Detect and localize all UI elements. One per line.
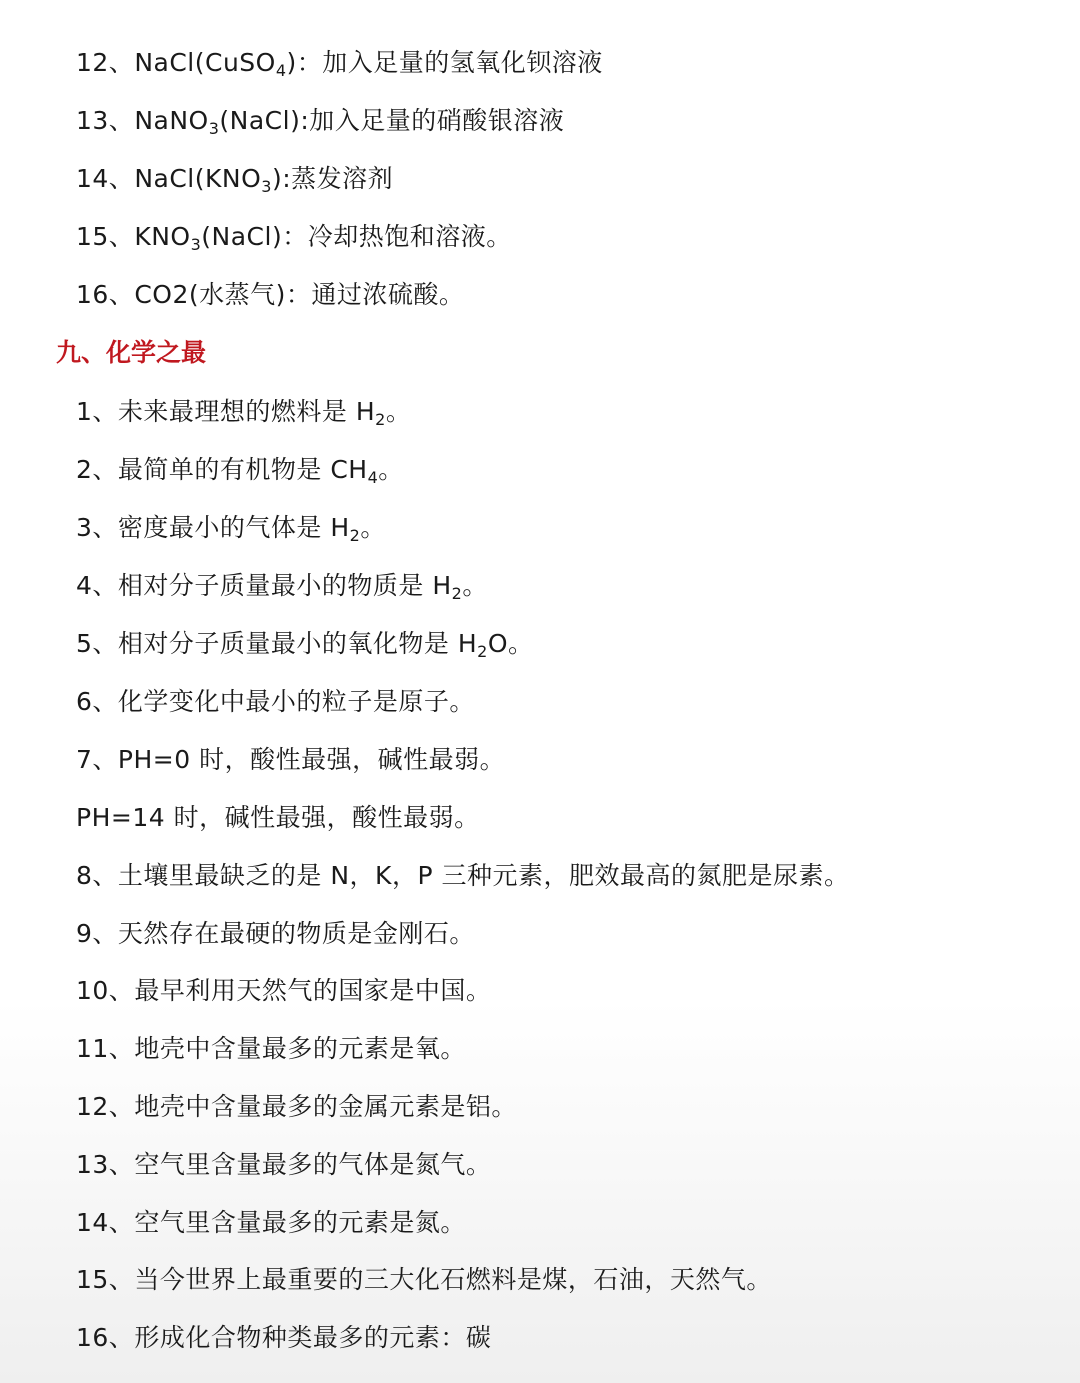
list-item: 3、密度最小的气体是 $H_2$。 [76, 513, 386, 545]
list-item: 6、化学变化中最小的粒子是原子。 [76, 687, 475, 716]
list-item: 1、未来最理想的燃料是 $H_2$。 [76, 397, 412, 429]
list-item: 2、最简单的有机物是 $CH_4$。 [76, 455, 404, 487]
list-item: 13、空气里含量最多的气体是氮气。 [76, 1150, 492, 1179]
list-item: 8、土壤里最缺乏的是 N，K，P 三种元素，肥效最高的氮肥是尿素。 [76, 861, 850, 890]
list-item: 5、相对分子质量最小的氧化物是 $H_2O$。 [76, 629, 534, 661]
list-item: 10、最早利用天然气的国家是中国。 [76, 976, 492, 1005]
list-item: 12、地壳中含量最多的金属元素是铝。 [76, 1092, 517, 1121]
list-item: 11、地壳中含量最多的元素是氧。 [76, 1034, 466, 1063]
list-item: 9、天然存在最硬的物质是金刚石。 [76, 919, 475, 948]
list-item: 16、形成化合物种类最多的元素：碳 [76, 1323, 492, 1352]
list-item: 13、NaNO$_3$(NaCl):加入足量的硝酸银溶液 [76, 106, 565, 138]
section-heading: 九、化学之最 [56, 338, 207, 367]
list-item: 4、相对分子质量最小的物质是 $H_2$。 [76, 571, 488, 603]
list-item: 16、CO2(水蒸气)：通过浓硫酸。 [76, 280, 465, 309]
list-item: 7、PH=0 时，酸性最强，碱性最弱。 [76, 745, 506, 774]
list-item: 15、当今世界上最重要的三大化石燃料是煤，石油，天然气。 [76, 1265, 772, 1294]
list-item: 12、NaCl(CuSO$_4$)：加入足量的氢氧化钡溶液 [76, 48, 603, 80]
list-item: 14、空气里含量最多的元素是氮。 [76, 1208, 466, 1237]
list-item: 14、$NaCl(KNO_3)$:蒸发溶剂 [76, 164, 394, 196]
list-item: 15、$KNO_3(NaCl)$：冷却热饱和溶液。 [76, 222, 512, 254]
list-item: PH=14 时，碱性最强，酸性最弱。 [76, 803, 480, 832]
